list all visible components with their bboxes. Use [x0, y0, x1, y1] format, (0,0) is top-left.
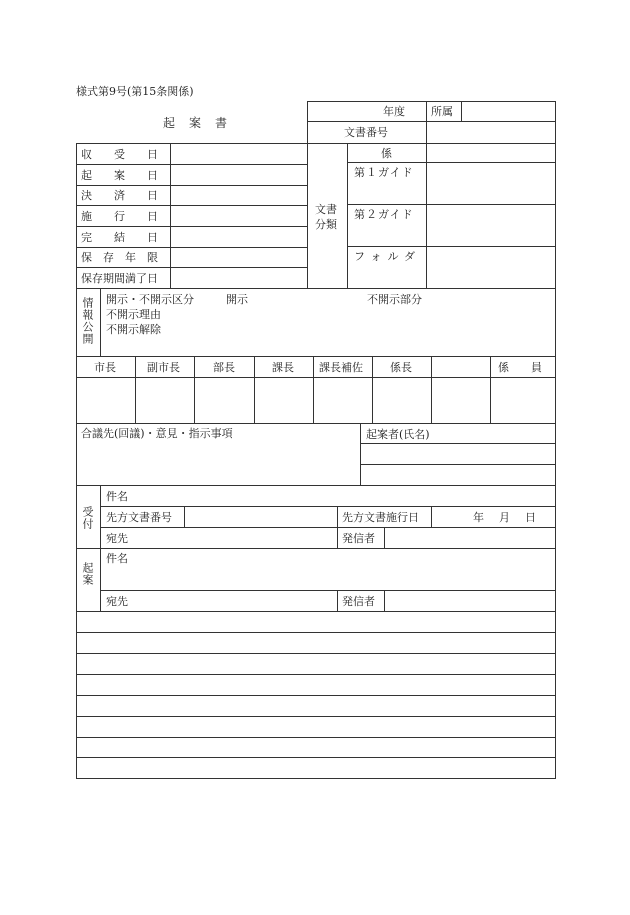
guide2-label: 第２ガイド [354, 208, 414, 221]
disclosure-category: 開示・不開示区分 [106, 293, 194, 306]
approval-section-chief: 課長 [272, 361, 294, 374]
retention-expiry-label: 保存期間満了日 [81, 272, 158, 285]
reception-subject-label: 件名 [106, 490, 128, 503]
reception-sender-label: 発信者 [342, 532, 375, 545]
enforced-date-label: 施 行 日 [81, 210, 158, 223]
retention-label: 保 存 年 限 [81, 251, 158, 264]
disclosure-label: 情報公開 [81, 297, 94, 345]
drafter-label: 起案者(氏名) [366, 428, 430, 441]
form-id: 様式第9号(第15条関係) [76, 85, 194, 98]
fiscal-year-label: 年度 [383, 105, 405, 118]
approved-date-label: 決 済 日 [81, 189, 158, 202]
approval-mayor: 市長 [94, 361, 116, 374]
approval-assistant-chief: 課長補佐 [319, 361, 363, 374]
draft-sender-label: 発信者 [342, 595, 375, 608]
section-label: 係 [381, 147, 392, 160]
guide1-label: 第１ガイド [354, 166, 414, 179]
sender-doc-number-label: 先方文書番号 [106, 511, 172, 524]
date-format-label: 年 月 日 [473, 511, 538, 524]
drafted-date-label: 起 案 日 [81, 169, 158, 182]
draft-label: 起案 [81, 562, 94, 586]
reception-label: 受付 [81, 506, 94, 530]
completed-date-label: 完 結 日 [81, 231, 158, 244]
reception-addressee-label: 宛先 [106, 532, 128, 545]
approval-vice-mayor: 副市長 [147, 361, 180, 374]
approval-director: 部長 [213, 361, 235, 374]
doc-number-label: 文書番号 [344, 126, 388, 139]
non-disclosure-release: 不開示解除 [106, 323, 161, 336]
non-disclosure-reason: 不開示理由 [106, 308, 161, 321]
consultation-label: 合議先(回議)・意見・指示事項 [81, 427, 233, 440]
department-label: 所属 [431, 105, 453, 118]
disclose-option: 開示 [226, 293, 248, 306]
approval-unit-chief: 係長 [390, 361, 412, 374]
partial-disclosure-option: 不開示部分 [367, 293, 422, 306]
draft-addressee-label: 宛先 [106, 595, 128, 608]
draft-subject-label: 件名 [106, 552, 128, 565]
form-title: 起 案 書 [163, 116, 229, 130]
sender-doc-date-label: 先方文書施行日 [342, 511, 419, 524]
approval-staff: 係 員 [498, 361, 542, 374]
received-date-label: 収 受 日 [81, 148, 158, 161]
folder-label: フォルダ [354, 250, 422, 263]
classification-label: 文書 分類 [315, 203, 337, 231]
